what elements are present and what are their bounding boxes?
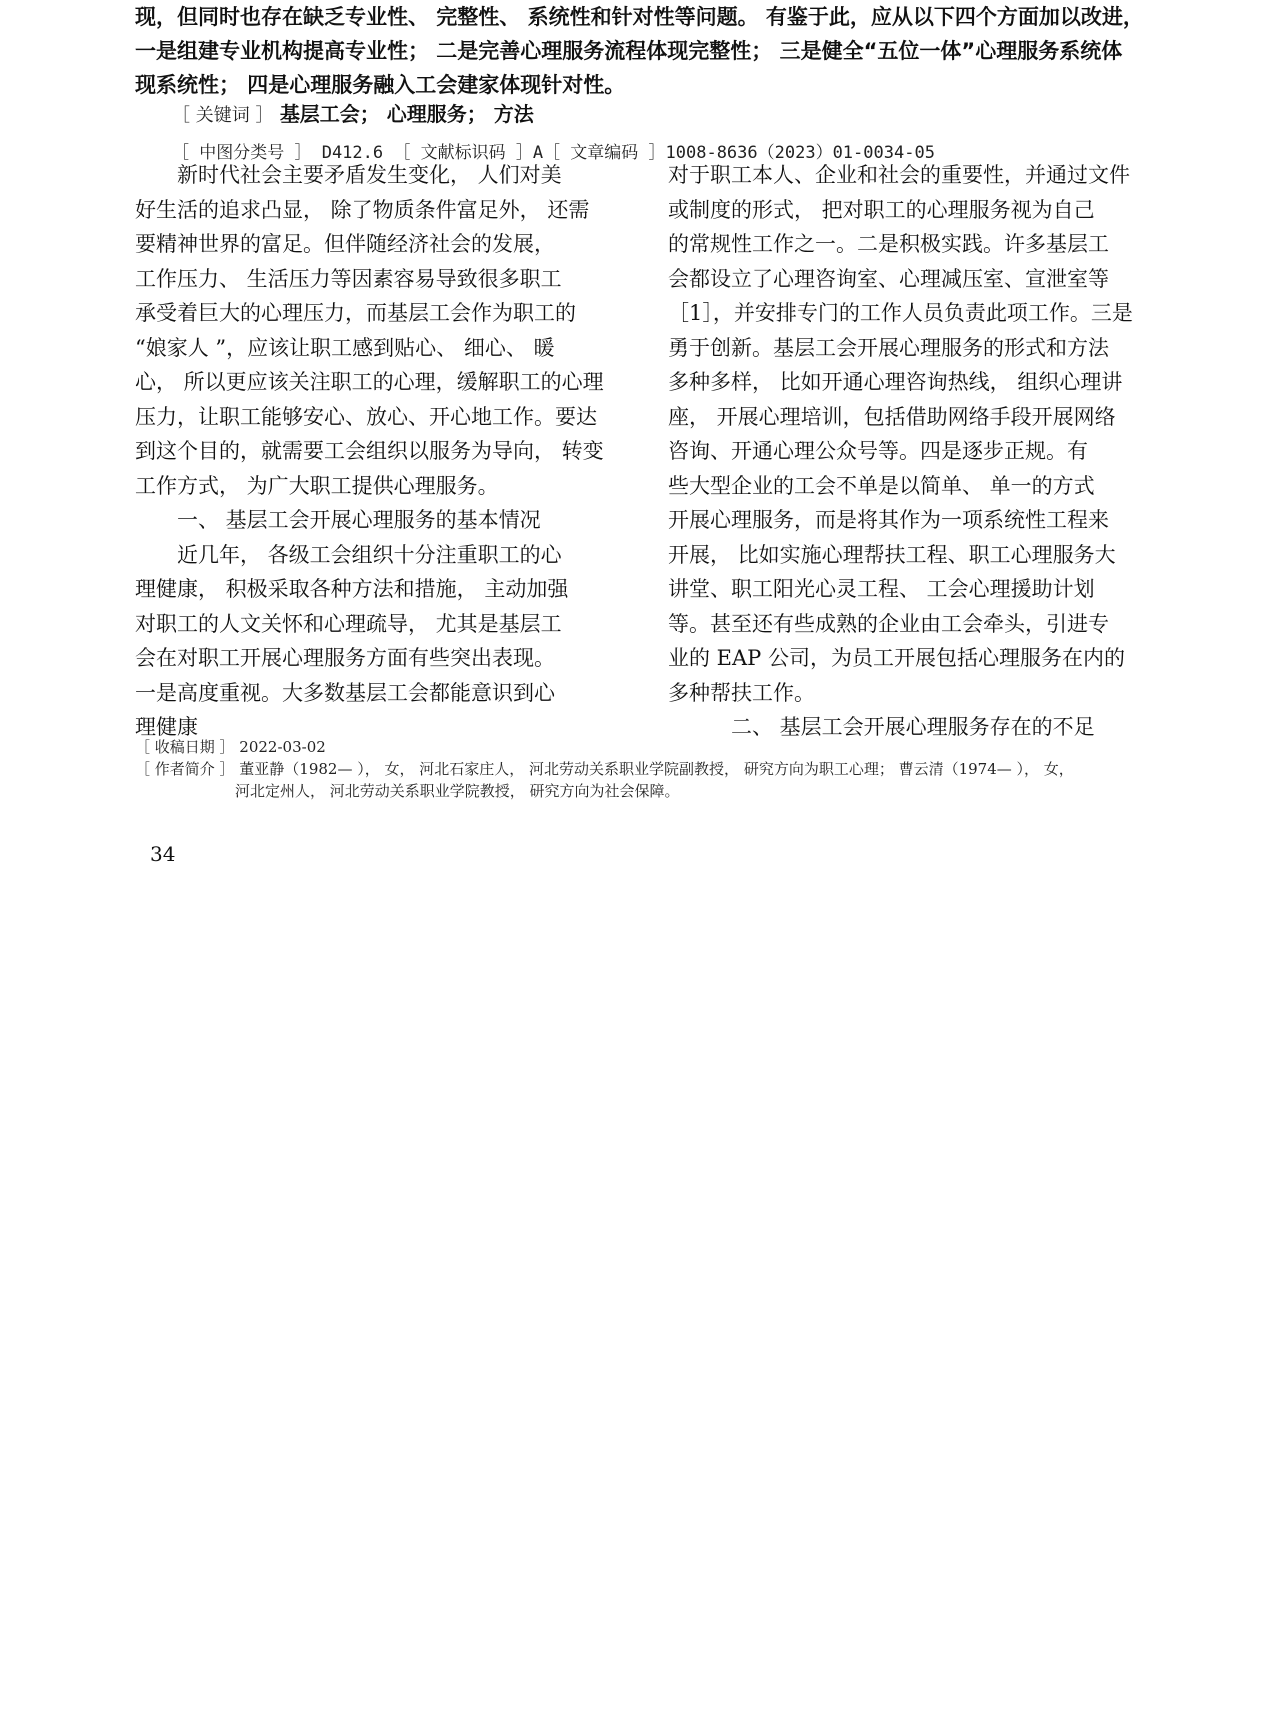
body-line: 压力，让职工能够安心、放心、开心地工作。要达 (135, 404, 597, 429)
body-line: 心， 所以更应该关注职工的心理，缓解职工的心理 (135, 370, 604, 394)
body-line: 理健康 (135, 715, 198, 739)
abstract-line: 一是组建专业机构提高专业性； 二是完善心理服务流程体现完整性； 三是健全“五位一体”心理服务系统体 (135, 39, 1123, 63)
body-line: 咨询、开通心理公众号等。四是逐步正规。有 (668, 439, 1088, 463)
received-date-note: ［ 收稿日期 ］ 2022-03-02 (135, 738, 326, 756)
page-number: 34 (150, 842, 176, 866)
body-line: 近几年， 各级工会组织十分注重职工的心 (135, 542, 562, 567)
abstract-line: 现，但同时也存在缺乏专业性、 完整性、 系统性和针对性等问题。 有鉴于此，应从以下四个方面加以改进， (135, 5, 1144, 29)
body-line: 开展心理服务，而是将其作为一项系统性工程来 (668, 508, 1109, 532)
body-line: 对于职工本人、企业和社会的重要性，并通过文件 (668, 163, 1130, 187)
classification-line: ［ 中图分类号 ］ D412.6 ［ 文献标识码 ］A［ 文章编码 ］1008-8636（2023）01-0034-05 (172, 143, 935, 163)
body-line: “娘家人 ”，应该让职工感到贴心、 细心、 暖 (135, 335, 555, 360)
body-line: 会都设立了心理咨询室、心理减压室、宣泄室等 (668, 266, 1109, 291)
section-heading: 一、 基层工会开展心理服务的基本情况 (135, 508, 541, 532)
author-note-line: ［ 作者简介 ］ 董亚静（1982— ）， 女， 河北石家庄人， 河北劳动关系职业学院副教授， 研究方向为职工心理； 曹云清（1974— ）， 女， (135, 760, 1074, 778)
keywords-value: 基层工会； 心理服务； 方法 (279, 102, 534, 126)
body-line: 到这个目的，就需要工会组织以服务为导向， 转变 (135, 439, 604, 463)
body-line: 业的 EAP 公司，为员工开展包括心理服务在内的 (668, 646, 1125, 670)
keywords-label: ［ 关键词 ］ (172, 105, 274, 126)
section-heading: 二、 基层工会开展心理服务存在的不足 (668, 715, 1095, 739)
body-line: 一是高度重视。大多数基层工会都能意识到心 (135, 680, 555, 705)
body-line: 对职工的人文关怀和心理疏导， 尤其是基层工 (135, 611, 562, 636)
body-line: 承受着巨大的心理压力，而基层工会作为职工的 (135, 301, 576, 325)
body-line: 或制度的形式， 把对职工的心理服务视为自己 (668, 197, 1095, 222)
body-column-left (135, 158, 625, 745)
body-line: 多种多样， 比如开通心理咨询热线， 组织心理讲 (668, 370, 1123, 394)
body-line: 讲堂、职工阳光心灵工程、 工会心理援助计划 (668, 577, 1095, 601)
body-line: 要精神世界的富足。但伴随经济社会的发展， (135, 232, 555, 256)
body-column-right (668, 158, 1158, 745)
author-note-line: 河北定州人， 河北劳动关系职业学院教授， 研究方向为社会保障。 (235, 782, 680, 800)
body-line: 勇于创新。基层工会开展心理服务的形式和方法 (668, 335, 1109, 360)
abstract (135, 0, 1155, 102)
body-line: 些大型企业的工会不单是以简单、 单一的方式 (668, 473, 1095, 498)
body-line: 会在对职工开展心理服务方面有些突出表现。 (135, 646, 555, 670)
body-line: 等。甚至还有些成熟的企业由工会牵头，引进专 (668, 611, 1109, 636)
body-line: 理健康， 积极采取各种方法和措施， 主动加强 (135, 577, 569, 601)
body-line: 新时代社会主要矛盾发生变化， 人们对美 (135, 163, 562, 187)
footnotes (135, 736, 1185, 802)
body-line: 工作压力、 生活压力等因素容易导致很多职工 (135, 266, 562, 291)
abstract-line: 现系统性； 四是心理服务融入工会建家体现针对性。 (135, 73, 626, 97)
body-line: 开展， 比如实施心理帮扶工程、职工心理服务大 (668, 542, 1116, 567)
body-line: ［1］，并安排专门的工作人员负责此项工作。三是 (668, 301, 1133, 325)
body-line: 好生活的追求凸显， 除了物质条件富足外， 还需 (135, 197, 590, 222)
body-line: 的常规性工作之一。二是积极实践。许多基层工 (668, 232, 1109, 256)
body-line: 座， 开展心理培训，包括借助网络手段开展网络 (668, 404, 1116, 429)
body-line: 工作方式， 为广大职工提供心理服务。 (135, 473, 499, 498)
keywords (172, 98, 534, 127)
body-line: 多种帮扶工作。 (668, 680, 815, 705)
